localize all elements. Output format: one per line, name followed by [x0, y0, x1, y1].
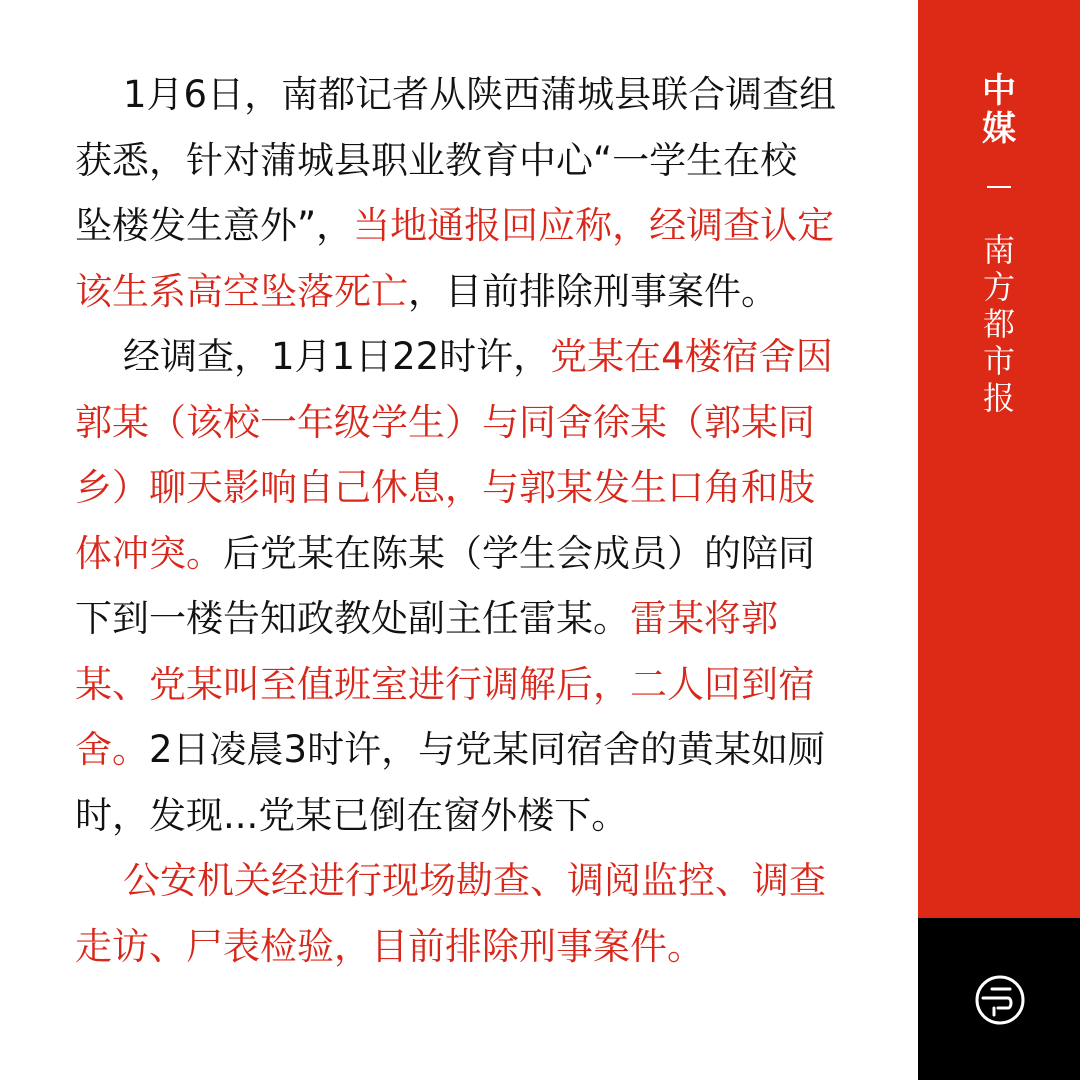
text-line	[75, 324, 845, 390]
text-line	[75, 259, 845, 325]
highlight-text: 该生系高空坠落死亡	[75, 269, 408, 313]
highlight-text: 党某在4楼宿舍因	[550, 335, 833, 378]
divider	[987, 186, 1011, 188]
brand-char: 方	[982, 268, 1015, 306]
brand-sidebar	[918, 0, 1080, 918]
article-body	[75, 62, 845, 979]
brand-char: 中	[982, 71, 1016, 111]
text-line	[75, 586, 845, 652]
brand-char: 媒	[982, 109, 1016, 149]
text-line	[75, 717, 845, 783]
brand-top-label	[918, 72, 1080, 148]
paragraph-3	[75, 848, 845, 979]
highlight-text: 舍。	[75, 728, 149, 771]
text-segment: 经调查，1月1日22时许，	[123, 335, 551, 378]
text-line: 时，发现...党某已倒在窗外楼下。	[75, 793, 629, 837]
highlight-line: 公安机关经进行现场勘查、调阅监控、调查	[123, 859, 826, 902]
text-segment: ，目前排除刑事案件。	[408, 269, 778, 313]
brand-sub-label	[918, 232, 1080, 417]
text-segment: 2日凌晨3时许，与党某同宿舍的黄某如厕	[149, 728, 826, 771]
brand-char: 南	[982, 231, 1015, 269]
brand-char: 都	[982, 305, 1015, 343]
text-segment: 下到一楼告知政教处副主任雷某。	[75, 597, 630, 640]
text-line	[75, 193, 845, 259]
brand-char: 报	[982, 379, 1015, 417]
text-line: 1月6日，南都记者从陕西蒲城县联合调查组	[123, 73, 837, 116]
highlight-line: 乡）聊天影响自己休息，与郭某发生口角和肢	[75, 466, 815, 509]
brand-char: 市	[982, 342, 1015, 380]
paragraph-2	[75, 324, 845, 848]
highlight-text: 雷某将郭	[630, 597, 778, 640]
text-segment: 坠楼发生意外”，	[75, 204, 354, 247]
highlight-line: 走访、尸表检验，目前排除刑事案件。	[75, 924, 704, 968]
nandu-logo-icon	[974, 974, 1026, 1026]
text-segment: 后党某在陈某（学生会成员）的陪同	[223, 531, 815, 575]
logo-panel	[918, 918, 1080, 1080]
highlight-line: 郭某（该校一年级学生）与同舍徐某（郭某同	[75, 400, 815, 444]
text-line: 获悉，针对蒲城县职业教育中心“一学生在校	[75, 138, 798, 182]
text-line	[75, 521, 845, 587]
highlight-text: 当地通报回应称，经调查认定	[353, 204, 835, 247]
paragraph-1	[75, 62, 845, 324]
highlight-text: 体冲突。	[75, 531, 223, 575]
highlight-line: 某、党某叫至值班室进行调解后，二人回到宿	[75, 662, 815, 706]
